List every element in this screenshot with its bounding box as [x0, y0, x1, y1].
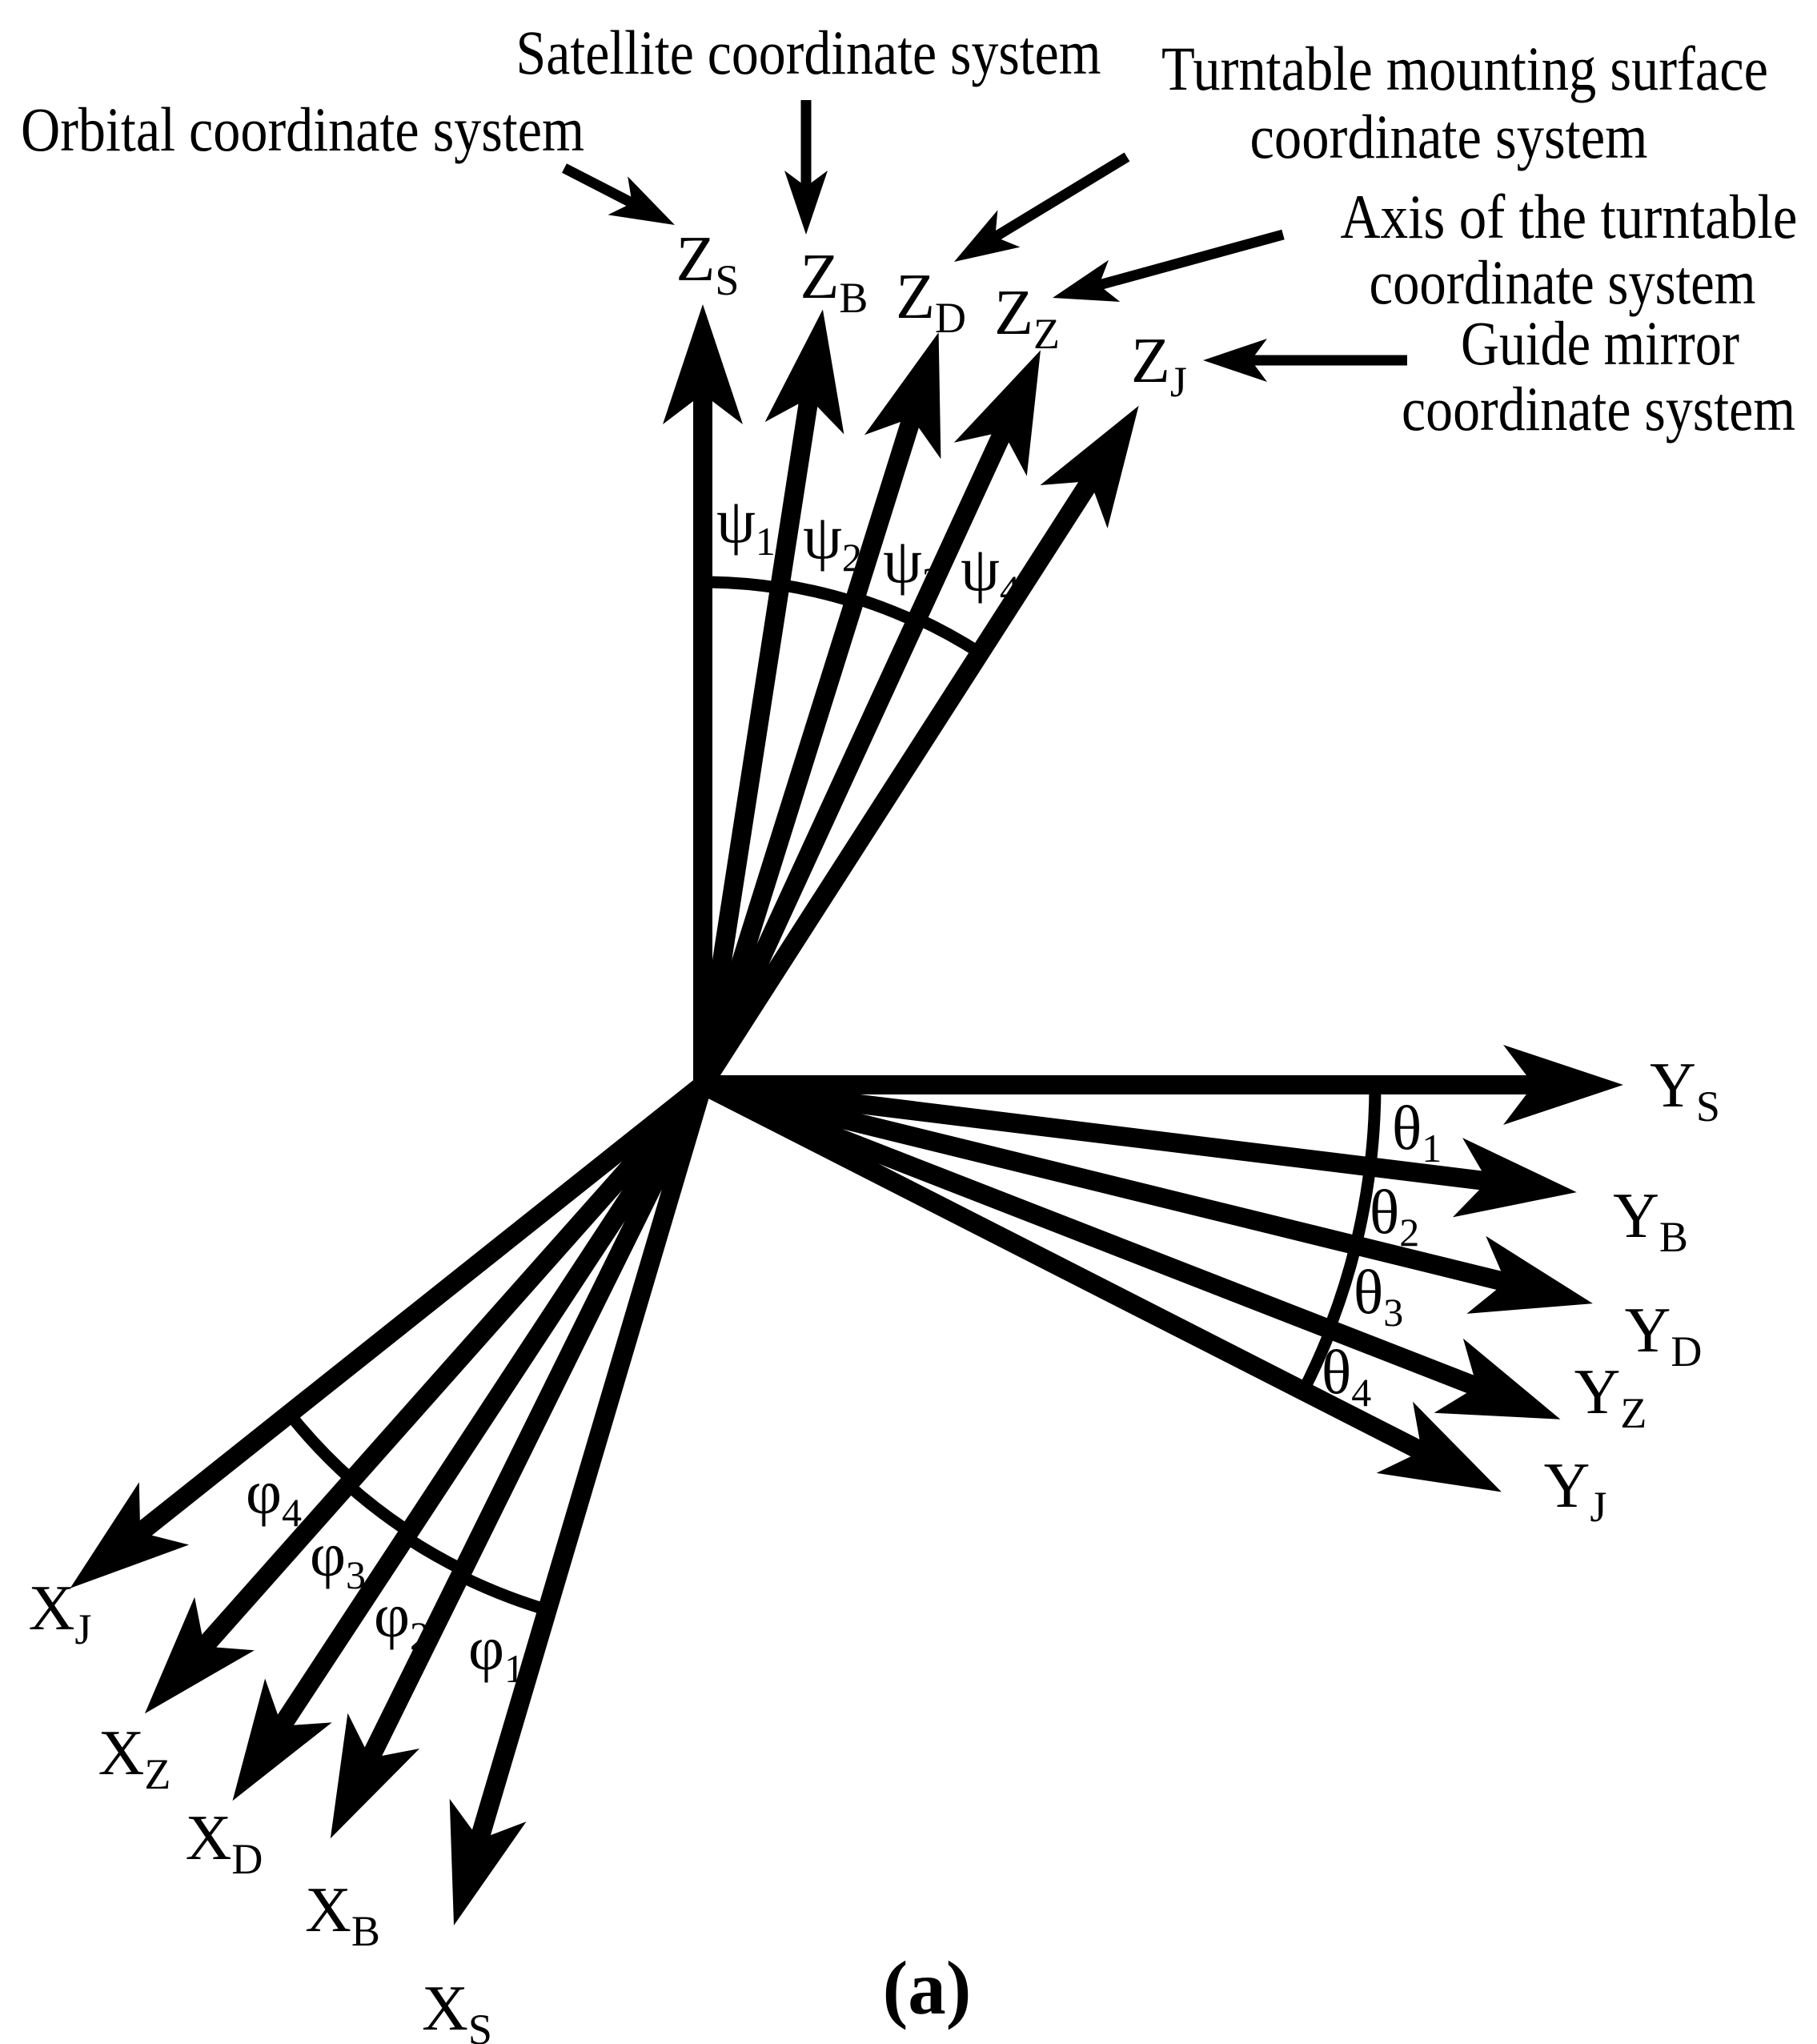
X_D-label: $X_D$	[185, 1803, 263, 1883]
theta2-angle-label: $\theta_2$	[1369, 1177, 1420, 1255]
x-axes-angle-arc-1	[460, 1576, 548, 1610]
turntable-mounting-surface-label-line-2: coordinate system	[1249, 102, 1648, 171]
y-axes-angle-arc-3	[1330, 1245, 1356, 1329]
X_S-label: $X_S$	[422, 1974, 492, 2044]
axis-of-the-turntable-pointer-line	[1093, 235, 1283, 287]
x-axes-angle-arc-4	[290, 1414, 352, 1480]
figure-caption: (a)	[882, 1946, 972, 2030]
axis-of-the-turntable	[1053, 182, 1798, 317]
Y_J-axis	[703, 1085, 1429, 1455]
theta4-angle-label: $\theta_4$	[1321, 1337, 1372, 1415]
Y_J-label: $Y_J$	[1543, 1451, 1607, 1531]
X_D-arrowhead-icon	[233, 1679, 332, 1801]
phi2-angle-label: $\varphi_2$	[373, 1580, 431, 1658]
phi4-angle-label: $\varphi_4$	[245, 1457, 303, 1535]
Z_B-label: $Z_B$	[800, 242, 868, 322]
guide-mirror-coordinate-system	[1203, 308, 1795, 444]
X_J-label: $X_J$	[28, 1573, 92, 1653]
theta3-angle-label: $\theta_3$	[1353, 1257, 1404, 1335]
X_Z-label: $X_Z$	[98, 1718, 171, 1798]
Y_S-label: $Y_S$	[1650, 1050, 1720, 1130]
x-axes-angle-arc-3	[348, 1485, 410, 1532]
z-axes-angle-arc-1	[703, 582, 780, 588]
phi1-angle-label: $\varphi_1$	[467, 1613, 525, 1691]
X_J-axis	[134, 1085, 703, 1537]
guide-mirror-coordinate-system-label-line-2: coordinate system	[1402, 374, 1795, 444]
Z_D-label: $Z_D$	[896, 262, 966, 342]
Y_D-label: $Y_D$	[1624, 1295, 1703, 1375]
guide-mirror-coordinate-system-label-line-1: Guide mirror	[1461, 308, 1740, 378]
Y_B-label: $Y_B$	[1613, 1181, 1688, 1261]
satellite-coordinate-system	[516, 18, 1101, 235]
Z_S-label: $Z_S$	[676, 224, 740, 304]
axis-of-the-turntable-label-line-1: Axis of the turntable	[1340, 182, 1798, 251]
Z_J-label: $Z_J$	[1131, 326, 1187, 406]
psi3-angle-label: $\psi_3$	[883, 526, 942, 604]
psi2-angle-label: $\psi_2$	[803, 502, 862, 580]
z-axes	[663, 224, 1187, 1085]
satellite-coordinate-system-label-line-1: Satellite coordinate system	[515, 18, 1101, 87]
x-axes-angle-arc-2	[406, 1537, 463, 1570]
turntable-mounting-surface-pointer-line	[990, 157, 1128, 240]
theta1-angle-label: $\theta_1$	[1391, 1093, 1442, 1171]
y-axes	[703, 1045, 1720, 1531]
z-axes-angle-arc-2	[780, 584, 854, 602]
Z_J-arrowhead-icon	[1041, 406, 1139, 528]
Y_Z-label: $Y_Z$	[1574, 1357, 1647, 1437]
psi1-angle-label: $\psi_1$	[716, 486, 776, 564]
y-axes-angle-arc-2	[1356, 1167, 1370, 1245]
X_B-label: $X_B$	[305, 1875, 380, 1955]
phi3-angle-label: $\varphi_3$	[309, 1520, 367, 1597]
Z_Z-label: $Z_Z$	[994, 278, 1060, 358]
turntable-mounting-surface-pointer-arrowhead-icon	[954, 210, 1020, 262]
x-axes	[29, 1085, 703, 2044]
axis-of-the-turntable-label-line-2: coordinate system	[1369, 247, 1756, 317]
psi4-angle-label: $\psi_4$	[961, 534, 1020, 612]
turntable-mounting-surface-label-line-1: Turntable mounting surface	[1161, 34, 1768, 103]
orbital-coordinate-system-label-line-1: Orbital coordinate system	[21, 94, 584, 164]
y-axes-angle-arc-1	[1370, 1085, 1375, 1167]
orbital-coordinate-system	[21, 94, 675, 225]
z-axes-angle-arc-3	[856, 598, 917, 621]
z-axes-angle-arc-4	[917, 619, 980, 653]
orbital-coordinate-system-pointer-line	[564, 168, 638, 206]
